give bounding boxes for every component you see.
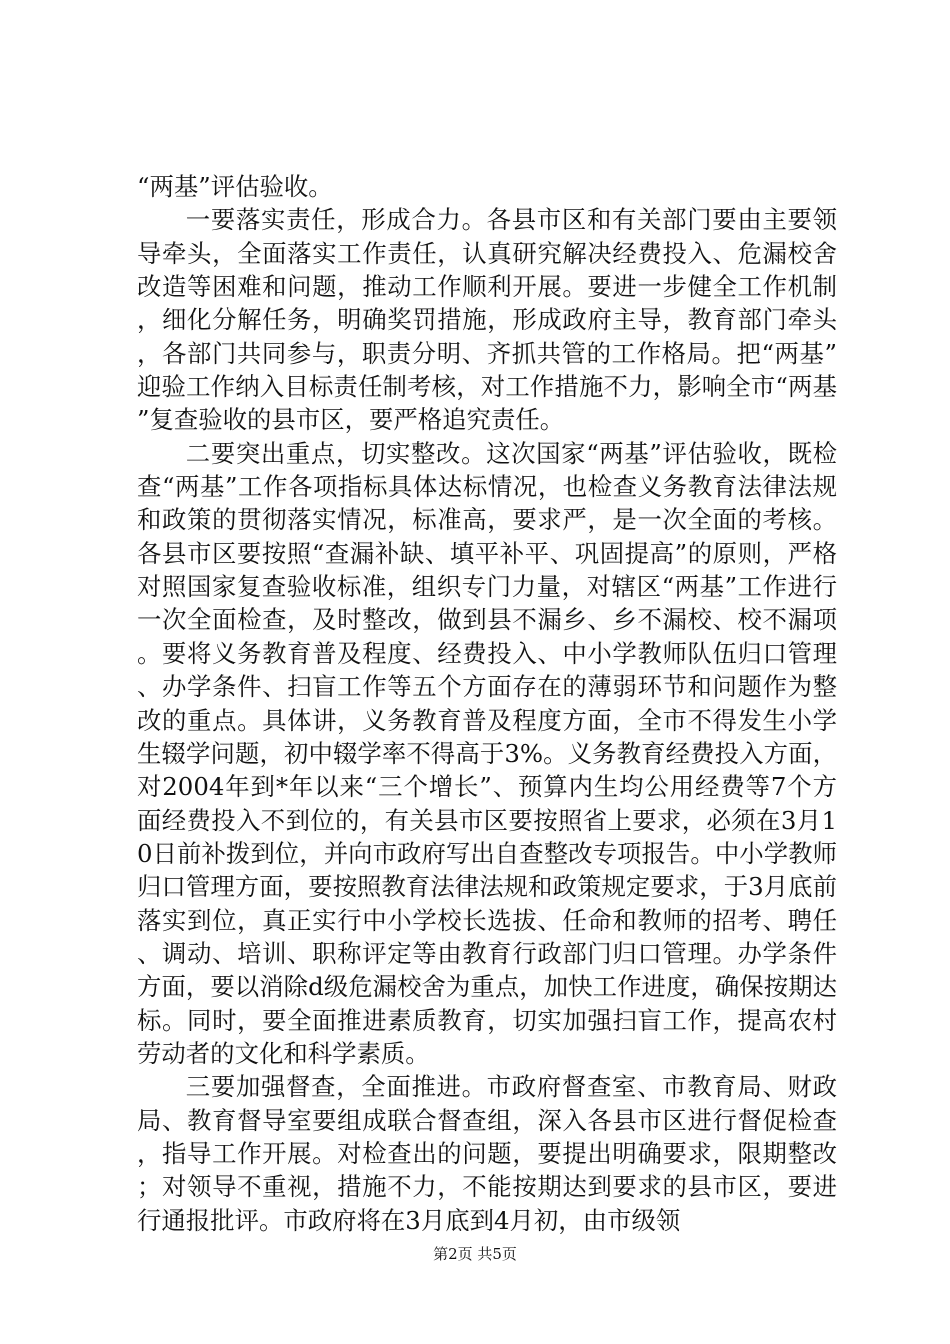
page-number: 第2页 共5页: [433, 1245, 517, 1263]
page-footer: [0, 1243, 950, 1264]
paragraph-supervision: 三要加强督查，全面推进。市政府督查室、市教育局、财政局、教育督导室要组成联合督查组，深入各县市区进行督促检查，指导工作开展。对检查出的问题，要提出明确要求，限期整改；对领导不重视，措施不力，不能按期达到要求的县市区，要进行通报批评。市政府将在3月底到4月初，由市级领: [137, 1072, 837, 1235]
paragraph-responsibility: 一要落实责任，形成合力。各县市区和有关部门要由主要领导牵头，全面落实工作责任，认真研究解决经费投入、危漏校舍改造等困难和问题，推动工作顺利开展。要进一步健全工作机制，细化分解任务，明确奖罚措施，形成政府主导，教育部门牵头，各部门共同参与，职责分明、齐抓共管的工作格局。把“两基”迎验工作纳入目标责任制考核，对工作措施不力，影响全市“两基”复查验收的县市区，要严格追究责任。: [137, 205, 837, 435]
paragraph-continuation: “两基”评估验收。: [137, 172, 333, 201]
paragraph-rectification: 二要突出重点，切实整改。这次国家“两基”评估验收，既检查“两基”工作各项指标具体达标情况，也检查义务教育法律法规和政策的贯彻落实情况，标准高，要求严，是一次全面的考核。各县市区要按照“查漏补缺、填平补平、巩固提高”的原则，严格对照国家复查验收标准，组织专门力量，对辖区“两基”工作进行一次全面检查，及时整改，做到县不漏乡、乡不漏校、校不漏项。要将义务教育普及程度、经费投入、中小学教师队伍归口管理、办学条件、扫盲工作等五个方面存在的薄弱环节和问题作为整改的重点。具体讲，义务教育普及程度方面，全市不得发生小学生辍学问题，初中辍学率不得高于3%。义务教育经费投入方面，对2004年到*年以来“三个增长”、预算内生均公用经费等7个方面经费投入不到位的，有关县市区要按照省上要求，必须在3月10日前补拨到位，并向市政府写出自查整改专项报告。中小学教师归口管理方面，要按照教育法律法规和政策规定要求，于3月底前落实到位，真正实行中小学校长选拔、任命和教师的招考、聘任、调动、培训、职称评定等由教育行政部门归口管理。办学条件方面，要以消除d级危漏校舍为重点，加快工作进度，确保按期达标。同时，要全面推进素质教育，切实加强扫盲工作，提高农村劳动者的文化和科学素质。: [137, 438, 837, 1068]
document-body: [137, 170, 837, 1237]
